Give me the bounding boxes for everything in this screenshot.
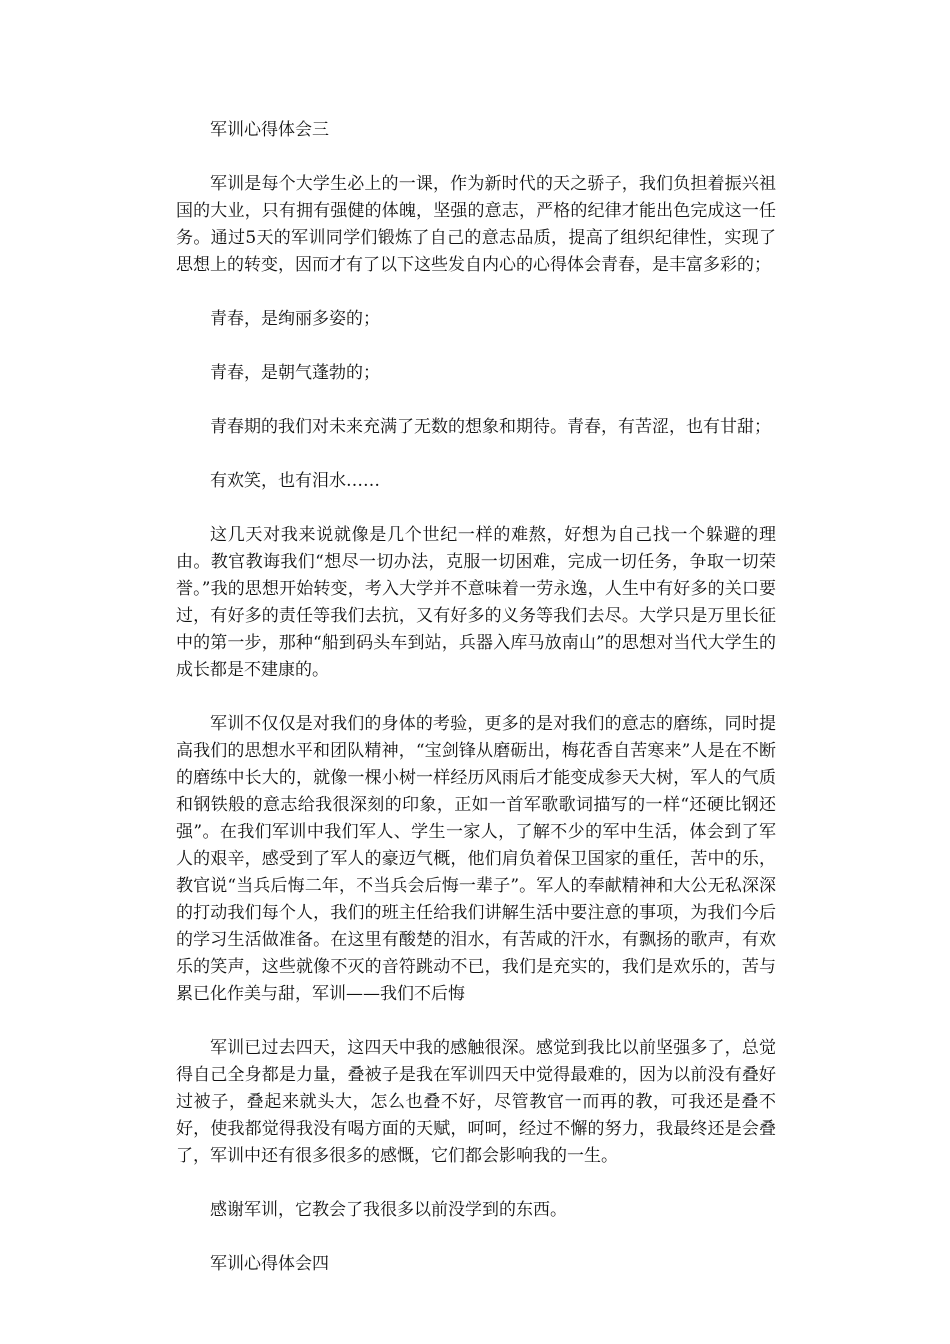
paragraph: 这几天对我来说就像是几个世纪一样的难熬，好想为自己找一个躲避的理由。教官教诲我们“想尽一切办法，克服一切困难，完成一切任务，争取一切荣誉。”我的思想开始转变，考入大学并不意味着一劳永逸，人生中有好多的关口要过，有好多的责任等我们去抗，又有好多的义务等我们去尽。大学只是万里长征中的第一步，那种“船到码头车到站，兵器入库马放南山”的思想对当代大学生的成长都是不建康的。 [176, 525, 776, 680]
document-body [176, 117, 776, 1305]
paragraph: 感谢军训，它教会了我很多以前没学到的东西。 [210, 1200, 567, 1220]
paragraph: 青春，是朝气蓬勃的； [210, 363, 380, 383]
section-heading: 军训心得体会三 [210, 120, 329, 140]
paragraph: 军训是每个大学生必上的一课，作为新时代的天之骄子，我们负担着振兴祖国的大业，只有拥有强健的体魄，坚强的意志，严格的纪律才能出色完成这一任务。通过5天的军训同学们锻炼了自己的意志品质，提高了组织纪律性，实现了思想上的转变，因而才有了以下这些发自内心的心得体会青春，是丰富多彩的； [176, 174, 776, 275]
paragraph: 有欢笑，也有泪水…… [210, 471, 380, 491]
paragraph: 军训已过去四天，这四天中我的感触很深。感觉到我比以前坚强多了，总觉得自己全身都是力量，叠被子是我在军训四天中觉得最难的，因为以前没有叠好过被子，叠起来就头大，怎么也叠不好，尽管教官一而再的教，可我还是叠不好，使我都觉得我没有喝方面的天赋，呵呵，经过不懈的努力，我最终还是会叠了，军训中还有很多很多的感慨，它们都会影响我的一生。 [176, 1038, 776, 1166]
paragraph: 青春，是绚丽多姿的； [210, 309, 380, 329]
paragraph: 青春期的我们对未来充满了无数的想象和期待。青春，有苦涩，也有甘甜； [210, 417, 771, 437]
section-heading: 军训心得体会四 [210, 1254, 329, 1274]
paragraph: 军训不仅仅是对我们的身体的考验，更多的是对我们的意志的磨练，同时提高我们的思想水平和团队精神，“宝剑锋从磨砺出，梅花香自苦寒来”人是在不断的磨练中长大的，就像一棵小树一样经历风雨后才能变成参天大树，军人的气质和钢铁般的意志给我很深刻的印象，正如一首军歌歌词描写的一样“还硬比钢还强”。在我们军训中我们军人、学生一家人，了解不少的军中生活，体会到了军人的艰辛，感受到了军人的豪迈气概，他们肩负着保卫国家的重任，苦中的乐，教官说“当兵后悔二年，不当兵会后悔一辈子”。军人的奉献精神和大公无私深深的打动我们每个人，我们的班主任给我们讲解生活中要注意的事项，为我们今后的学习生活做准备。在这里有酸楚的泪水，有苦咸的汗水，有飘扬的歌声，有欢乐的笑声，这些就像不灭的音符跳动不已，我们是充实的，我们是欢乐的，苦与累已化作美与甜，军训——我们不后悔 [176, 714, 776, 1004]
